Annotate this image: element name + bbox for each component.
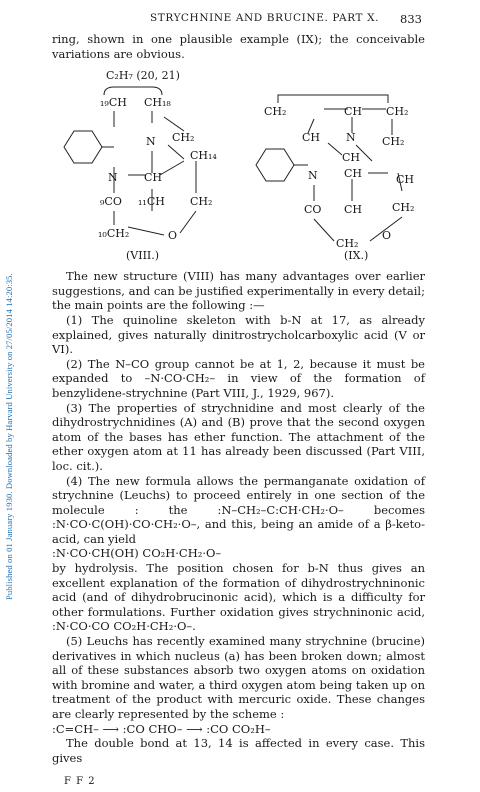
svg-text:CH₂: CH₂ (382, 135, 405, 149)
paragraph-5: (4) The new formula allows the permanganate oxidation of strychnine (Leuchs) to proceed entirely in one section of the molecule : the :N–CH₂–C:CH·CH₂·O– becomes :N·CO·C(OH)·CO·CH₂·O–, and this, being an amide of a β-keto-acid, can yield (52, 473, 425, 546)
svg-text:N: N (346, 131, 356, 145)
svg-text:CH₂: CH₂ (336, 237, 359, 251)
svg-text:CH: CH (344, 167, 363, 181)
download-notice: Published on 01 January 1930. Downloaded by Harvard University on 27/05/2014 14:20:35. (4, 273, 14, 600)
paragraph-3: (2) The N–CO group cannot be at 1, 2, because it must be expanded to –N·CO·CH₂– in view of the formation of benzylidene-strychnine (Part VIII, J., 1929, 967). (52, 356, 425, 400)
svg-text:N: N (108, 171, 118, 185)
svg-text:CH: CH (344, 105, 363, 119)
svg-text:₁₉CH: ₁₉CH (100, 96, 127, 110)
paragraph-2: (1) The quinoline skeleton with b-N at 17, as already explained, gives naturally dinitrostrycholcarboxylic acid (V or VI). (52, 312, 425, 357)
viii-label: (VIII.) (126, 249, 160, 263)
svg-text:N: N (146, 135, 156, 149)
svg-text:CO: CO (304, 203, 322, 217)
viii-c2h7: C₂H₇ (20, 21) (106, 69, 180, 83)
ix-top-bracket (278, 95, 388, 103)
svg-text:CH: CH (144, 171, 163, 185)
intro-paragraph: ring, shown in one plausible example (IX); the conceivable variations are obvious. (52, 32, 425, 61)
svg-text:CH: CH (302, 131, 321, 145)
svg-text:CH: CH (344, 203, 363, 217)
page-number: 833 (400, 12, 422, 26)
oxidation-scheme: :C=CH– ⟶ :CO CHO– ⟶ :CO CO₂H– (52, 721, 271, 736)
running-title: STRYCHNINE AND BRUCINE. PART X. (150, 12, 380, 24)
running-header (0, 12, 480, 28)
ix-benzene-ring (256, 149, 294, 181)
svg-text:CH: CH (396, 173, 415, 187)
paragraph-1: The new structure (VIII) has many advantages over earlier suggestions, and can be justified experimentally in every detail; the main points are the following :— (52, 269, 425, 313)
svg-text:CH₂: CH₂ (392, 201, 415, 215)
svg-text:CH₂: CH₂ (190, 195, 213, 209)
structure-diagram (52, 61, 425, 269)
viii-brace (104, 87, 162, 95)
formula-line: :N·CO·CH(OH) CO₂H·CH₂·O– (52, 546, 222, 561)
signature-mark: F F 2 (64, 776, 96, 787)
svg-text:CH₁₄: CH₁₄ (190, 149, 217, 163)
svg-text:CH₂: CH₂ (172, 131, 195, 145)
paragraph-after-formula: by hydrolysis. The position chosen for b-N thus gives an excellent explanation of the formation of dihydrostrychninonic acid (and of dihydrobrucinonic acid), which is a difficulty for other formulations. Further oxidation gives strychninonic acid, :N·CO·CO CO₂H·CH₂·O–. (52, 561, 425, 634)
structure-figures (52, 61, 425, 269)
svg-text:O: O (168, 229, 178, 243)
svg-text:CH₂: CH₂ (264, 105, 287, 119)
svg-text:CH: CH (342, 151, 361, 165)
svg-text:₉CO: ₉CO (100, 195, 122, 209)
svg-text:O: O (382, 229, 392, 243)
ix-label: (IX.) (344, 249, 369, 263)
svg-text:₁₀CH₂: ₁₀CH₂ (98, 227, 130, 241)
svg-text:₁₁CH: ₁₁CH (138, 195, 165, 209)
paragraph-point-5: (5) Leuchs has recently examined many strychnine (brucine) derivatives in which nucleus (a) has been broken down; almost all of these substances absorb two oxygen atoms on oxidation with bromine and water, a third oxygen atom being taken up on treatment of the product with mercuric oxide. These changes are clearly represented by the scheme : (52, 634, 425, 721)
page-body (52, 32, 425, 765)
paragraph-4: (3) The properties of strychnidine and most clearly of the dihydrostrychnidines (A) and (B) prove that the second oxygen atom of the bases has ether function. The attachment of the ether oxygen atom at 11 has already been discussed (Part VIII, loc. cit.). (52, 400, 425, 473)
svg-text:CH₁₈: CH₁₈ (144, 96, 171, 110)
svg-text:CH₂: CH₂ (386, 105, 409, 119)
closing-line: The double bond at 13, 14 is affected in every case. This gives (52, 736, 425, 765)
svg-text:N: N (308, 169, 318, 183)
viii-benzene-ring (64, 131, 102, 163)
